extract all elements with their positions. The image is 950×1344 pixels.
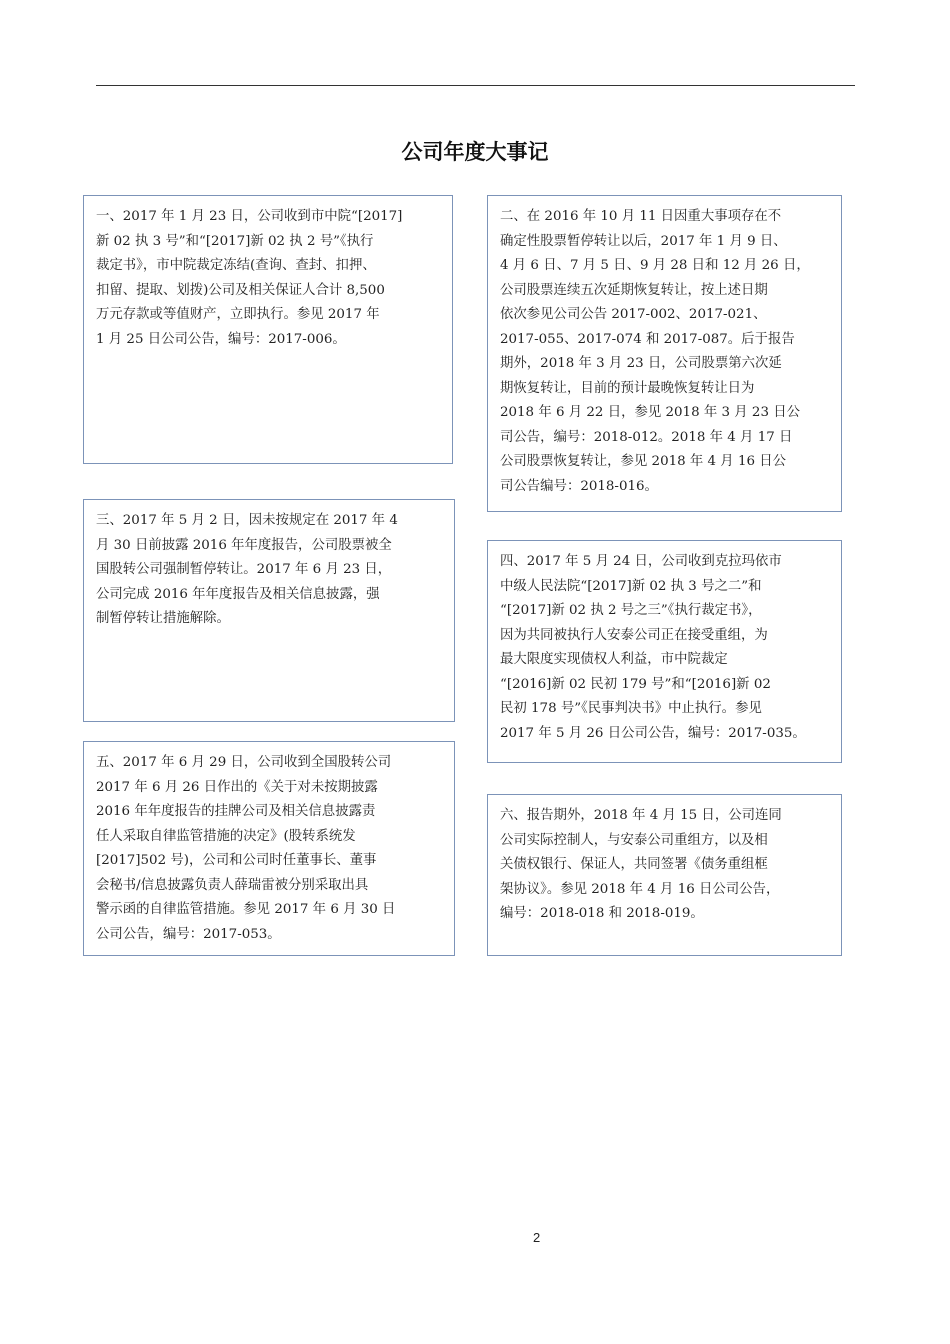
event-text-5: 五、2017 年 6 月 29 日，公司收到全国股转公司 2017 年 6 月 26 日作出的《关于对未按期披露 2016 年年度报告的挂牌公司及相关信息披露责 任人采取自律监管措施的决定》(股转系统发 [2017]502 号)，公司和公司时任董事长、董事 会秘书/信息披露负责人薛瑞雷被分别采取出具 警示函的自律监管措施。参见 2017 年 6 月 30 日 公司公告，编号：2017-053。 [96,755,396,942]
page-number: 2 [533,1230,541,1245]
event-box-2 [487,195,842,512]
event-box-3 [83,499,455,722]
event-text-3: 三、2017 年 5 月 2 日，因未按规定在 2017 年 4 月 30 日前披露 2016 年年度报告，公司股票被全 国股转公司强制暂停转让。2017 年 6 月 23 日， 公司完成 2016 年年度报告及相关信息披露，强 制暂停转让措施解除。 [96,513,398,626]
event-box-5 [83,741,455,956]
event-text-2: 二、在 2016 年 10 月 11 日因重大事项存在不 确定性股票暂停转让以后，2017 年 1 月 9 日、 4 月 6 日、7 月 5 日、9 月 28 日和 12 月 26 日， 公司股票连续五次延期恢复转让，按上述日期 依次参见公司公告 2017-002、2017-021、 2017-055、2017-074 和 2017-087。后于报告 期外，2018 年 3 月 23 日，公司股票第六次延 期恢复转让，目前的预计最晚恢复转让日为 2018 年 6 月 22 日，参见 2018 年 3 月 23 日公 司公告，编号：2018-012。2018 年 4 月 17 日 公司股票恢复转让，参见 2018 年 4 月 16 日公 司公告编号：2018-016。 [500,209,810,494]
event-box-4 [487,540,842,763]
event-box-1 [83,195,453,464]
header-rule [96,85,855,86]
page-title: 公司年度大事记 [401,140,549,164]
event-text-6: 六、报告期外，2018 年 4 月 15 日，公司连同 公司实际控制人，与安泰公司重组方，以及相 关债权银行、保证人，共同签署《债务重组框 架协议》。参见 2018 年 4 月 16 日公司公告， 编号：2018-018 和 2018-019。 [500,808,782,921]
event-text-4: 四、2017 年 5 月 24 日，公司收到克拉玛依市 中级人民法院“[2017]新 02 执 3 号之二”和 “[2017]新 02 执 2 号之三”《执行裁定书》， 因为共同被执行人安泰公司正在接受重组，为 最大限度实现债权人利益，市中院裁定 “[2016]新 02 民初 179 号”和“[2016]新 02 民初 178 号”《民事判决书》中止执行。参见 2017 年 5 月 26 日公司公告，编号：2017-035。 [500,554,806,741]
event-box-6 [487,794,842,956]
event-text-1: 一、2017 年 1 月 23 日，公司收到市中院“[2017] 新 02 执 3 号”和“[2017]新 02 执 2 号”《执行 裁定书》，市中院裁定冻结(查询、查封、扣押、 扣留、提取、划拨)公司及相关保证人合计 8,500 万元存款或等值财产，立即执行。参见 2017 年 1 月 25 日公司公告，编号：2017-006。 [96,209,403,347]
